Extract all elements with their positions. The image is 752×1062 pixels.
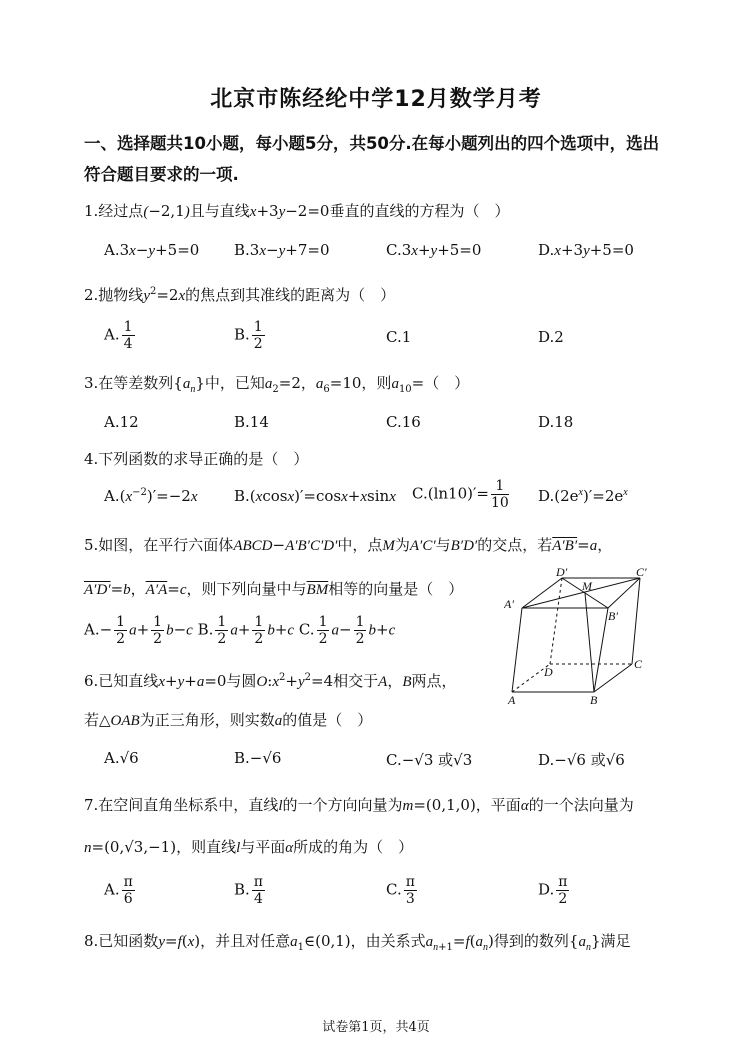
edge-c1-c [632,578,640,664]
question-1-option-d: D.x+3y+5=0 [538,241,634,259]
question-4-option-a: $A.(x^{-2})'=-2x$ [104,487,198,505]
question-3-option-d: D.18 [538,413,574,431]
question-1-option-a: A.3x−y+5=0 [104,241,200,259]
question-2-stem: 2.抛物线$y^2=2x$的焦点到其准线的距离为（ ） [84,286,396,304]
question-3-option-b: B.14 [234,413,269,431]
label-c-prime: C′ [636,566,647,579]
question-6-option-c: C.−√3 或√3 [386,751,473,769]
label-a-prime: A′ [504,597,514,611]
question-1-stem: 1.经过点(−2,1)且与直线x+3y−2=0垂直的直线的方程为（ ） [84,202,510,220]
label-d: D [544,665,553,679]
question-5-options: A.− $\frac{1}{2}$ a+ $\frac{1}{2}$ b−c B. $\frac{1}{2}$ a+ $\frac{1}{2}$ b+c C. $\frac{1}{2}$ a− $\frac{1}{2}$ b+c [84,614,396,647]
parallelepiped-figure [504,566,654,708]
section-heading: 一、选择题共10小题，每小题5分，共50分.在每小题列出的四个选项中，选出符合题目要求的一项. [84,134,660,184]
question-6-stem-line-1: 6.已知直线x+y+a=0与圆$O:x^2+y^2=4$相交于A，B两点， [84,672,457,690]
page-footer: 试卷第1页，共4页 [322,1020,430,1035]
label-d-prime: D′ [556,566,568,579]
question-2-option-d: D.2 [538,328,564,346]
question-3-option-c: C.16 [386,413,421,431]
question-6-option-a: A.√6 [104,749,139,767]
question-7-option-a: A. $\frac{\pi}{6}$ [104,874,133,907]
edge-a1-d1 [522,578,562,608]
label-m: M [582,579,592,593]
hidden-edge-d1-d [550,578,562,664]
question-6-stem-line-2: 若△OAB为正三角形，则实数a的值是（ ） [84,711,373,729]
question-3-option-a: A.12 [104,413,139,431]
question-7-option-c: C. $\frac{\pi}{3}$ [386,874,415,907]
question-4-stem: 4.下列函数的求导正确的是（ ） [84,450,309,468]
question-5-stem-line-2: A′D′=b，A′A=c，则下列向量中与$\overline{BM}$相等的向量是（ ） [84,580,464,598]
edge-b-c [594,664,632,692]
question-2-option-b: B. $\frac{1}{2}$ [234,319,263,352]
question-2-option-a: A. $\frac{1}{4}$ [104,319,133,352]
question-5-stem-line-1: 5.如图，在平行六面体ABCD−A′B′C′D′中，点M为A′C′与B′D′的交点，若A′B′=a， [84,536,613,554]
diagonal-a1-c1 [522,578,640,608]
question-7-option-b: B. $\frac{\pi}{4}$ [234,874,263,907]
label-c: C [634,657,643,671]
edge-b1-b [594,608,608,692]
question-4-option-c: C.(ln10)′= $\frac{1}{10}$ [412,478,509,511]
question-4-option-d: $D.(2e^x)'=2e^x$ [538,487,628,505]
question-4-option-b: B.(xcosx)′=cosx+xsinx [234,487,396,505]
question-1-option-c: C.3x+y+5=0 [386,241,482,259]
edge-a1-a [512,608,522,692]
question-1-option-b: B.3x−y+7=0 [234,241,330,259]
question-6-option-d: D.−√6 或√6 [538,751,625,769]
question-7-option-d: D. $\frac{\pi}{2}$ [538,874,568,907]
page-title: 北京市陈经纶中学12月数学月考 [210,87,542,112]
question-6-option-b: B.−√6 [234,749,282,767]
question-2-option-c: C.1 [386,328,412,346]
label-a: A [508,693,516,707]
question-8-stem: 8.已知函数y=f(x)，并且对任意$a_1\in(0,1)$，由关系式$a_{n+1}=f(a_n)$得到的数列$\{a_n\}$满足 [84,932,631,953]
label-b: B [590,693,598,707]
question-7-stem-line-2: n=(0,√3,−1)，则直线l与平面α所成的角为（ ） [84,838,414,856]
question-3-stem: 3.在等差数列$\{a_n\}$中，已知$a_2=2$，$a_6=10$，则$a_{10}=$（ ） [84,374,470,395]
label-b-prime: B′ [608,609,618,623]
question-7-stem-line-1: 7.在空间直角坐标系中，直线l的一个方向向量为m=(0,1,0)，平面α的一个法向量为 [84,796,634,814]
